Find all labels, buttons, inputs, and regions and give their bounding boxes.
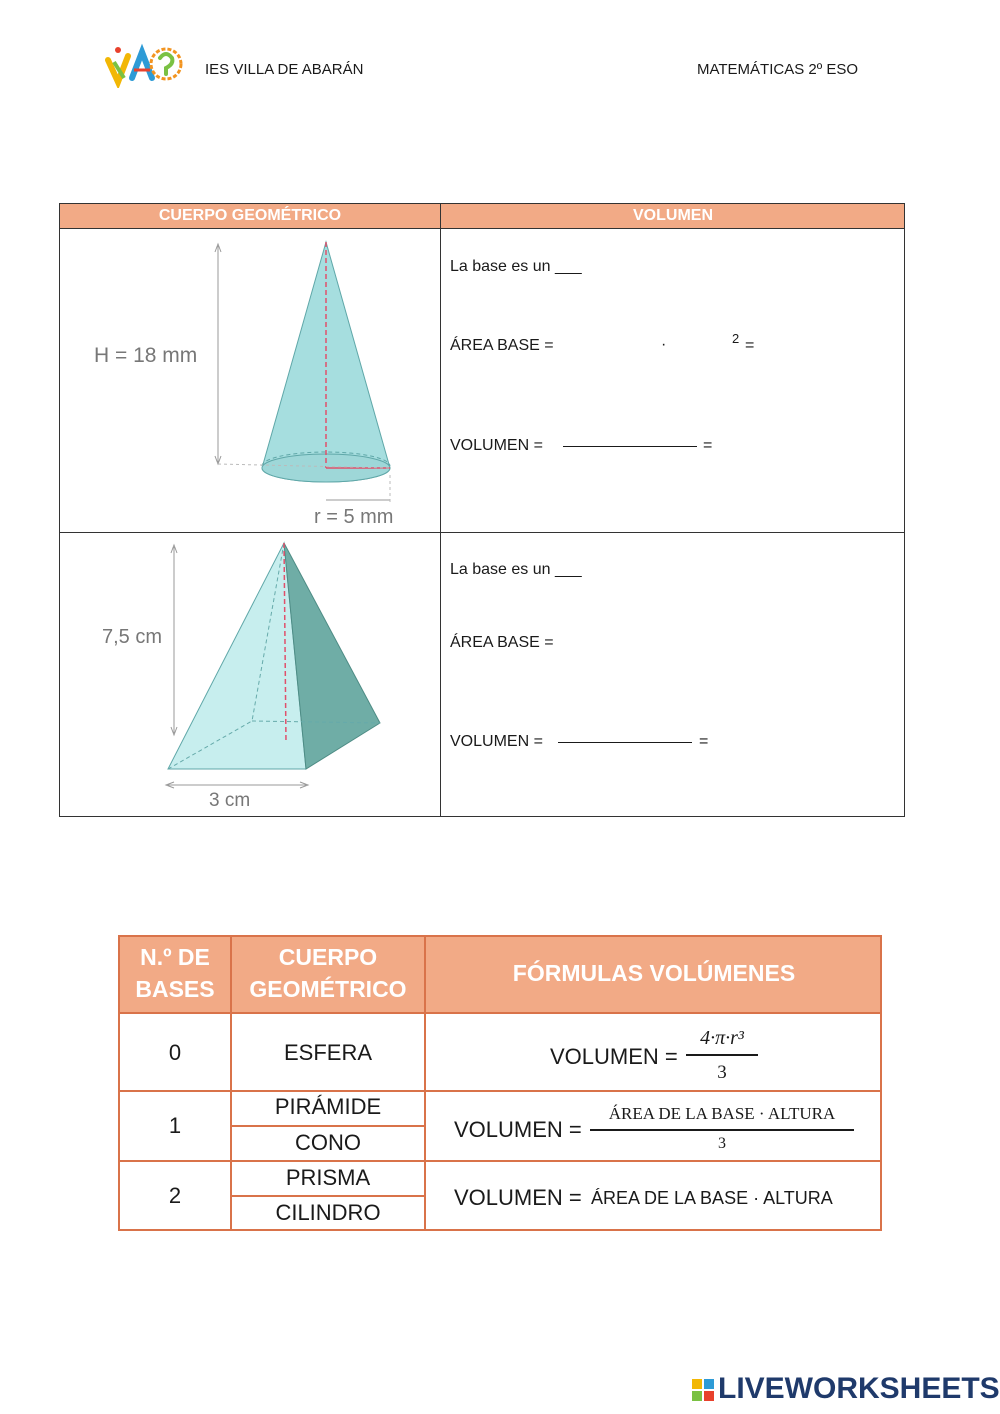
- row1-body: ESFERA: [283, 1040, 373, 1065]
- col-header-volume: VOLUMEN: [633, 207, 713, 224]
- liveworksheets-brand: LIVEWORKSHEETS: [718, 1372, 1000, 1405]
- cone-area-base: ÁREA BASE =: [450, 337, 554, 354]
- squared-exponent: 2: [732, 331, 740, 346]
- row1-formula-prefix: VOLUMEN =: [550, 1044, 678, 1069]
- row2-formula-prefix: VOLUMEN =: [454, 1117, 582, 1142]
- volume-exercise-table: [59, 203, 905, 817]
- table-header: [60, 204, 904, 229]
- row2-bases: 1: [168, 1113, 182, 1138]
- volume-formulas-table: [118, 935, 882, 1231]
- row2-body-pyramid: PIRÁMIDE: [274, 1094, 382, 1119]
- pyramid-area-base: ÁREA BASE =: [450, 634, 554, 651]
- header-num-bases: N.º DE BASES: [135, 944, 215, 1002]
- row1-numerator: 4·π·r³: [700, 1027, 744, 1049]
- area-equals: =: [745, 337, 755, 354]
- cone-fraction-line: [563, 446, 697, 447]
- pyramid-fraction-line: [558, 742, 692, 743]
- pyramid-volume-equals: =: [699, 733, 709, 750]
- col-header-body: CUERPO GEOMÉTRICO: [158, 207, 342, 224]
- school-name: IES VILLA DE ABARÁN: [205, 61, 364, 78]
- row2-denominator: 3: [718, 1135, 726, 1152]
- pyramid-side-label: 3 cm: [209, 790, 251, 811]
- liveworksheets-logo-icon: [692, 1373, 716, 1407]
- cone-volume-label: VOLUMEN =: [450, 437, 543, 454]
- cone-base-prompt: La base es un ___: [450, 258, 582, 275]
- cone-figure: [60, 230, 440, 532]
- cone-radius-label: r = 5 mm: [314, 506, 394, 528]
- row2-body-cone: CONO: [295, 1130, 361, 1155]
- pyramid-volume-label: VOLUMEN =: [450, 733, 543, 750]
- cone-volume-equals: =: [703, 437, 713, 454]
- pyramid-base-prompt: La base es un ___: [450, 561, 582, 578]
- row3-formula: ÁREA DE LA BASE · ALTURA: [591, 1188, 833, 1208]
- header-body: CUERPO GEOMÉTRICO: [249, 944, 407, 1002]
- pyramid-figure: [60, 533, 440, 817]
- header-formulas: FÓRMULAS VOLÚMENES: [512, 960, 796, 986]
- row3-body-prism: PRISMA: [285, 1165, 371, 1190]
- row3-body-cylinder: CILINDRO: [275, 1200, 381, 1225]
- row2-fraction-bar: [590, 1129, 854, 1131]
- row1-bases: 0: [168, 1040, 182, 1065]
- row2-numerator: ÁREA DE LA BASE · ALTURA: [608, 1104, 836, 1123]
- school-logo: [104, 42, 184, 88]
- row1-fraction-bar: [686, 1054, 758, 1056]
- subject-label: MATEMÁTICAS 2º ESO: [697, 61, 859, 78]
- row3-formula-prefix: VOLUMEN =: [454, 1185, 582, 1210]
- row3-bases: 2: [168, 1183, 182, 1208]
- multiply-dot: ·: [661, 336, 667, 353]
- cone-height-label: H = 18 mm: [94, 344, 198, 367]
- row1-denominator: 3: [717, 1062, 727, 1083]
- pyramid-height-label: 7,5 cm: [102, 626, 163, 648]
